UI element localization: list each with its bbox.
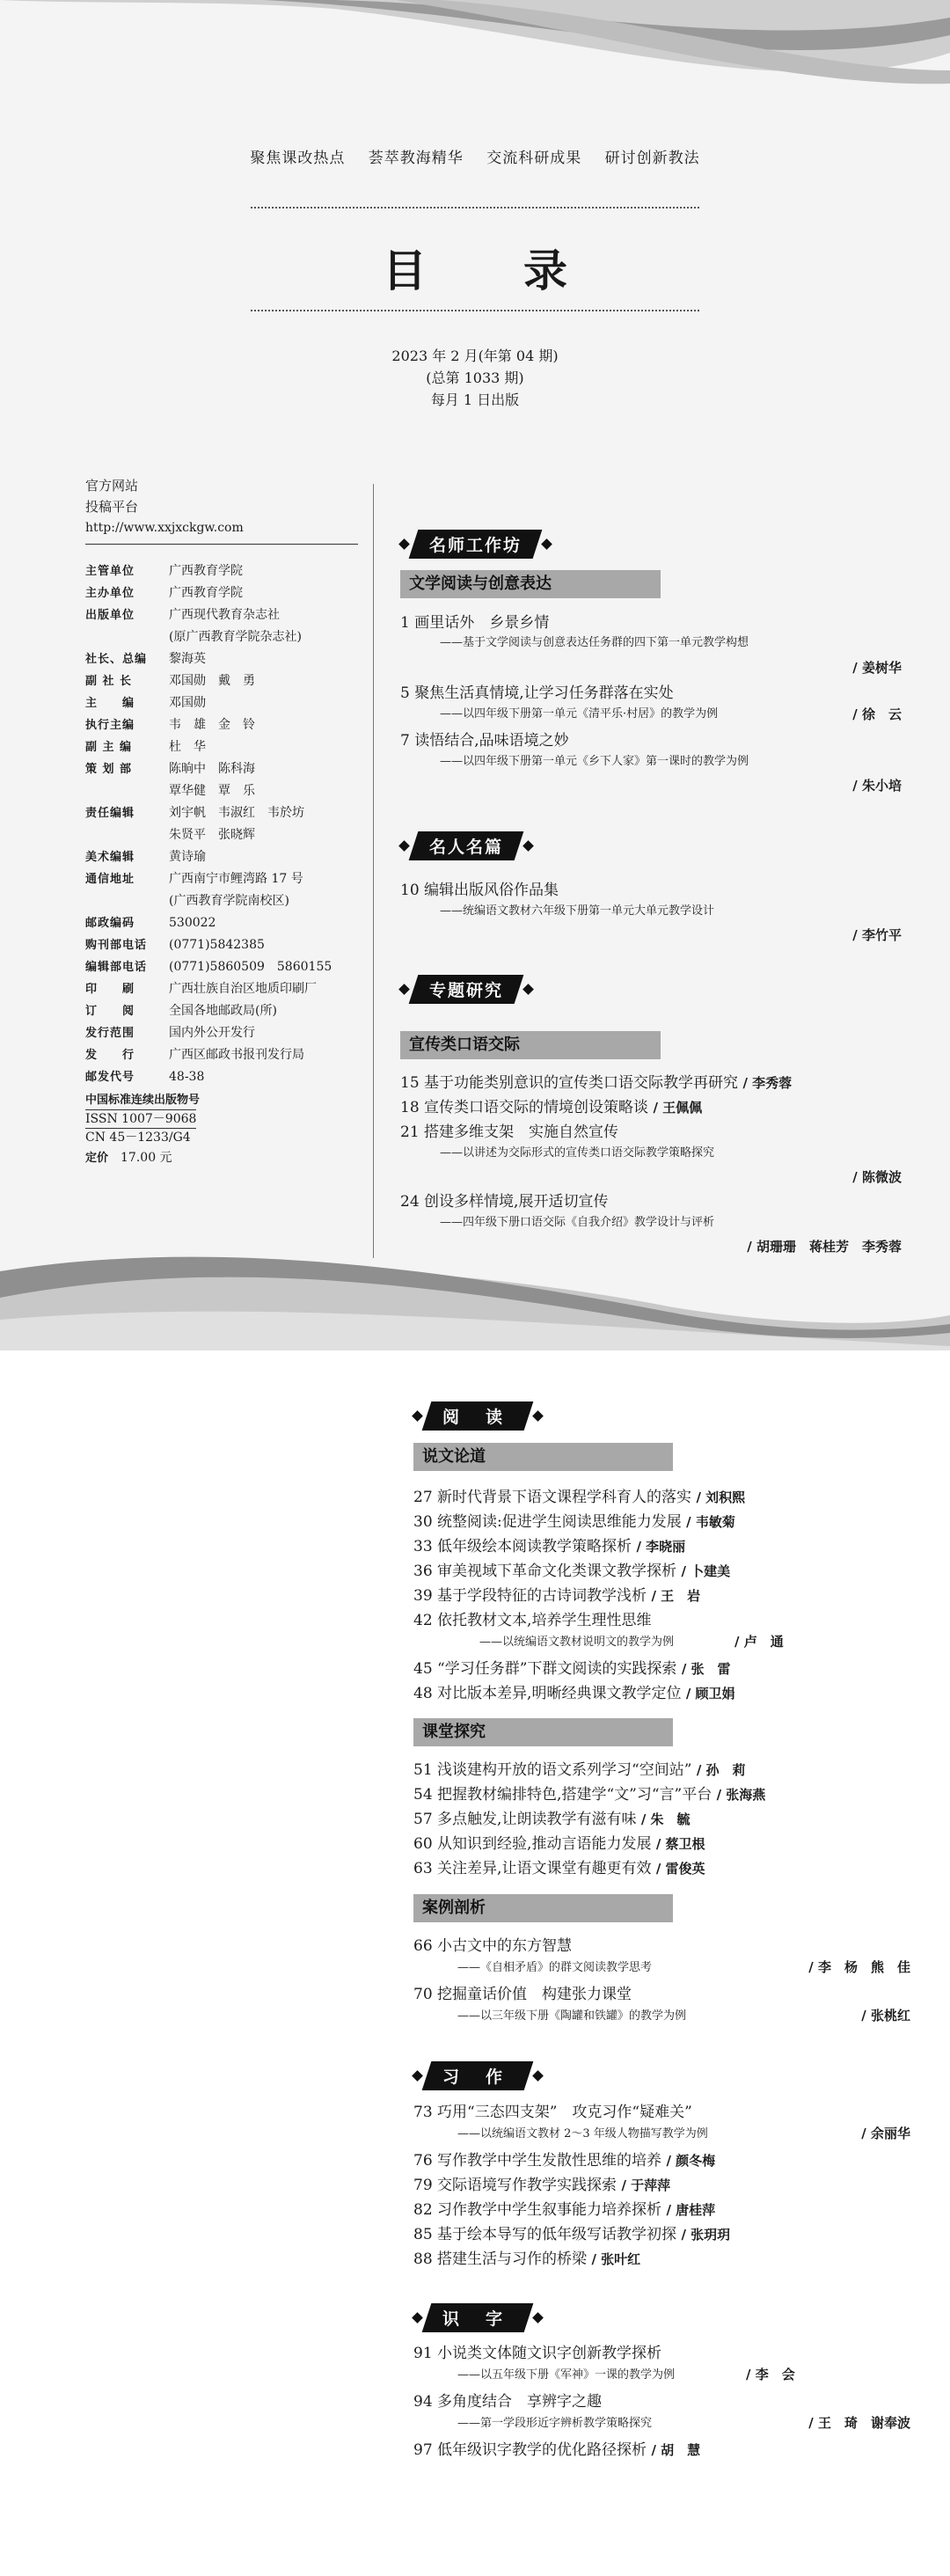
slogan-row [0,145,950,167]
masthead-row [85,714,358,736]
toc-entry[interactable]: 7 读悟结合,品味语境之妙 [400,732,569,750]
masthead-label: 发 行 [85,1049,135,1062]
masthead-value: 广西现代教育杂志社 (原广西教育学院杂志社) [169,608,302,644]
toc-entry-subtitle: ——以五年级下册《军神》一课的教学为例 [457,2368,676,2382]
toc-entry[interactable]: 82 习作教学中学生叙事能力培养探析 / 唐桂萍 [413,2201,716,2219]
slogan-2: 荟萃教海精华 [368,150,464,167]
masthead-label: 编辑部电话 [85,961,148,974]
masthead-label: 主 编 [85,697,135,710]
section-header-shizi: 识字 [413,2303,542,2332]
toc-entry[interactable]: 60 从知识到经验,推动言语能力发展 / 蔡卫根 [413,1835,705,1853]
sub-header-wenxue: 文学阅读与创意表达 [400,570,661,598]
masthead-value: 全国各地邮政局(所) [169,1004,277,1018]
toc-entry[interactable]: 51 浅谈建构开放的语文系列学习“空间站” / 孙 莉 [413,1761,746,1779]
toc-entry[interactable]: 88 搭建生活与习作的桥梁 / 张叶红 [413,2250,641,2268]
sub-header-ketang: 课堂探究 [413,1718,673,1746]
masthead-label: 主办单位 [85,587,135,600]
slogan-3: 交流科研成果 [486,150,582,167]
toc-entry[interactable]: 1 画里话外 乡景乡情 [400,614,550,632]
section-header-mingren: 名人名篇 [400,831,532,860]
masthead-info [85,475,358,1170]
toc-entry-author: / 陈微波 [852,1169,902,1185]
toc-entry[interactable]: 30 统整阅读:促进学生阅读思维能力发展 / 韦敏菊 [413,1513,735,1531]
toc-entry-subtitle: ——第一学段形近字辨析教学策略探究 [457,2417,653,2430]
toc-entry[interactable]: 79 交际语境写作教学实践探索 / 于萍萍 [413,2177,671,2194]
price-label: 定价 [85,1152,109,1165]
masthead-label: 副 主 编 [85,741,133,754]
toc-entry[interactable]: 66 小古文中的东方智慧 [413,1937,573,1955]
toc-entry[interactable]: 36 审美视域下革命文化类课文教学探析 / 卜建美 [413,1562,731,1580]
masthead-label: 出版单位 [85,609,135,622]
toc-entry-subtitle: ——统编语文教材六年级下册第一单元大单元教学设计 [440,904,715,918]
masthead-label: 发行范围 [85,1027,135,1040]
toc-entry[interactable]: 33 低年级绘本阅读教学策略探析 / 李晓丽 [413,1538,686,1555]
masthead-label: 策 划 部 [85,763,133,776]
masthead-value: (0771)5860509 5860155 [169,960,332,974]
masthead-row [85,846,358,868]
masthead-value: 广西南宁市鲤湾路 17 号 (广西教育学院南校区) [169,872,303,908]
masthead-row [85,956,358,978]
title-divider-top [251,207,699,209]
toc-entry-subtitle: ——四年级下册口语交际《自我介绍》教学设计与评析 [440,1216,715,1229]
masthead-row [85,670,358,692]
toc-entry[interactable]: 10 编辑出版风俗作品集 [400,882,559,899]
masthead-row [85,692,358,714]
top-swoosh-decoration [0,0,950,114]
toc-entry[interactable]: 48 对比版本差异,明晰经典课文教学定位 / 顾卫娟 [413,1685,735,1702]
masthead-row [85,1022,358,1044]
issue-total: (总第 1033 期) [426,370,524,386]
masthead-row [85,604,358,648]
slogan-4: 研讨创新教法 [604,150,700,167]
masthead-label: 主管单位 [85,565,135,578]
masthead-value: 杜 华 [169,740,206,754]
toc-entry[interactable]: 94 多角度结合 享辨字之趣 [413,2393,603,2411]
toc-entry[interactable]: 54 把握教材编排特色,搭建学“文”习“言”平台 / 张海燕 [413,1786,766,1804]
masthead-row [85,912,358,934]
toc-entry[interactable]: 5 聚焦生活真情境,让学习任务群落在实处 [400,684,674,702]
masthead-row [85,582,358,604]
masthead-label: 执行主编 [85,719,135,732]
toc-entry-author: / 徐 云 [852,706,902,722]
masthead-value: 黄诗瑜 [169,850,206,864]
masthead-value: 韦 雄 金 铃 [169,718,255,732]
sub-header-shuowen: 说文论道 [413,1443,673,1471]
masthead-value: (0771)5842385 [169,938,265,952]
toc-entry[interactable]: 39 基于学段特征的古诗词教学浅析 / 王 岩 [413,1587,701,1605]
toc-entry-subtitle: ——以统编语文教材 2～3 年级人物描写教学为例 [457,2127,708,2141]
toc-entry[interactable]: 27 新时代背景下语文课程学科育人的落实 / 刘积熙 [413,1489,746,1506]
masthead-label: 邮政编码 [85,917,135,930]
masthead-value: 广西区邮政书报刊发行局 [169,1048,304,1062]
toc-entry-author: / 李 杨 熊 佳 [808,1959,910,1975]
masthead-row [85,648,358,670]
submission-label: 投稿平台 [85,499,139,515]
toc-entry[interactable]: 85 基于绘本导写的低年级写话教学初探 / 张玥玥 [413,2226,731,2243]
issue-date: 2023 年 2 月(年第 04 期) [391,348,559,364]
bottom-panel [0,1350,950,2576]
column-divider [373,484,374,1258]
masthead-list [85,560,358,1088]
masthead-row [85,802,358,846]
toc-entry-subtitle: ——以四年级下册第一单元《乡下人家》第一课时的教学为例 [440,755,749,768]
masthead-row [85,736,358,758]
masthead-value: 广西壮族自治区地质印刷厂 [169,982,317,996]
masthead-value: 国内外公开发行 [169,1026,255,1040]
toc-entry[interactable]: 63 关注差异,让语文课堂有趣更有效 / 雷俊英 [413,1860,705,1877]
masthead-value: 刘宇帆 韦淑红 韦於坊 朱贤平 张晓辉 [169,806,304,842]
toc-entry[interactable]: 42 依托教材文本,培养学生理性思维 [413,1612,652,1629]
toc-entry[interactable]: 57 多点触发,让朗读教学有滋有味 / 朱 毓 [413,1811,691,1828]
official-site-label: 官方网站 [85,478,139,494]
section-header-yuedu: 阅读 [413,1401,542,1431]
toc-entry[interactable]: 24 创设多样情境,展开适切宣传 [400,1193,609,1211]
toc-entry-subtitle: ——以四年级下册第一单元《清平乐·村居》的教学为例 [440,707,719,721]
masthead-value: 48-38 [169,1070,205,1084]
toc-entry-author: / 李 会 [746,2367,795,2382]
toc-entry[interactable]: 73 巧用“三态四支架” 攻克习作“疑难关” [413,2104,692,2121]
masthead-row [85,758,358,802]
issue-frequency: 每月 1 日出版 [430,392,520,408]
masthead-label: 责任编辑 [85,807,135,820]
masthead-label: 订 阅 [85,1005,135,1018]
issn: ISSN 1007－9068 [85,1109,196,1129]
masthead-label: 购刊部电话 [85,939,148,952]
price-value: 17.00 元 [121,1151,172,1165]
masthead-row [85,934,358,956]
masthead-value: 邓国勋 [169,696,206,710]
slogan-1: 聚焦课改热点 [250,150,346,167]
toc-entry-author: / 朱小培 [852,778,902,794]
toc-entry-subtitle: ——基于文学阅读与创意表达任务群的四下第一单元教学构想 [440,636,749,649]
serial-label: 中国标准连续出版物号 [85,1094,201,1107]
toc-entry[interactable]: 97 低年级识字教学的优化路径探析 / 胡 慧 [413,2441,701,2459]
toc-entry-subtitle: ——以三年级下册《陶罐和铁罐》的教学为例 [457,2009,687,2023]
toc-entry[interactable]: 45 “学习任务群”下群文阅读的实践探索 / 张 雷 [413,1660,731,1678]
toc-entry-author: / 余丽华 [861,2126,910,2141]
section-header-xizuo: 习作 [413,2061,542,2090]
masthead-value: 广西教育学院 [169,564,243,578]
masthead-value: 530022 [169,916,216,930]
toc-entry-author: / 卢 通 [734,1634,784,1650]
masthead-value: 广西教育学院 [169,586,243,600]
toc-entry-author: / 张桃红 [861,2008,910,2023]
sub-header-anli: 案例剖析 [413,1894,673,1922]
toc-entry-subtitle: ——以讲述为交际形式的宣传类口语交际教学策略探究 [440,1146,715,1160]
toc-entry-author: / 姜树华 [852,660,902,676]
toc-entry-author: / 王 琦 谢奉波 [808,2415,910,2431]
masthead-label: 副 社 长 [85,675,133,688]
toc-entry[interactable]: 15 基于功能类别意识的宣传类口语交际教学再研究 / 李秀蓉 [400,1074,793,1092]
toc-entry[interactable]: 76 写作教学中学生发散性思维的培养 / 颜冬梅 [413,2152,716,2170]
masthead-label: 美术编辑 [85,851,135,864]
sub-header-xuanchuan: 宣传类口语交际 [400,1031,661,1059]
section-header-mingshi: 名师工作坊 [400,530,551,559]
title-divider-bottom [251,310,699,311]
masthead-row [85,1044,358,1066]
toc-entry[interactable]: 18 宣传类口语交际的情境创设策略谈 / 王佩佩 [400,1099,703,1116]
masthead-label: 社长、总编 [85,653,148,666]
toc-entry-subtitle: ——以统编语文教材说明文的教学为例 [479,1636,675,1649]
masthead-row [85,560,358,582]
page-title: 目 录 [383,245,594,296]
toc-entry-author: / 胡珊珊 蒋桂芳 李秀蓉 [747,1239,902,1255]
section-header-zhuanti: 专题研究 [400,975,532,1004]
toc-entry[interactable]: 91 小说类文体随文识字创新教学探析 [413,2345,662,2362]
masthead-label: 邮发代号 [85,1071,135,1084]
cn-number: CN 45－1233/G4 [85,1131,191,1145]
bottom-swoosh-decoration [0,1236,950,1350]
website-link[interactable]: http://www.xxjxckgw.com [85,517,358,545]
masthead-label: 通信地址 [85,873,135,886]
serial-number-block [85,1092,358,1146]
masthead-value: 陈晌中 陈科海 覃华健 覃 乐 [169,762,255,798]
price-row [85,1146,358,1170]
masthead-label: 印 刷 [85,983,135,996]
toc-entry[interactable]: 70 挖掘童话价值 构建张力课堂 [413,1986,632,2003]
masthead-value: 黎海英 [169,652,206,666]
masthead-row [85,1000,358,1022]
toc-entry-subtitle: ——《自相矛盾》的群文阅读教学思考 [457,1961,653,1974]
masthead-value: 邓国勋 戴 勇 [169,674,255,688]
toc-entry-author: / 李竹平 [852,927,902,943]
masthead-row [85,868,358,912]
toc-entry[interactable]: 21 搭建多维支架 实施自然宣传 [400,1123,619,1141]
masthead-row [85,1066,358,1088]
masthead-row [85,978,358,1000]
